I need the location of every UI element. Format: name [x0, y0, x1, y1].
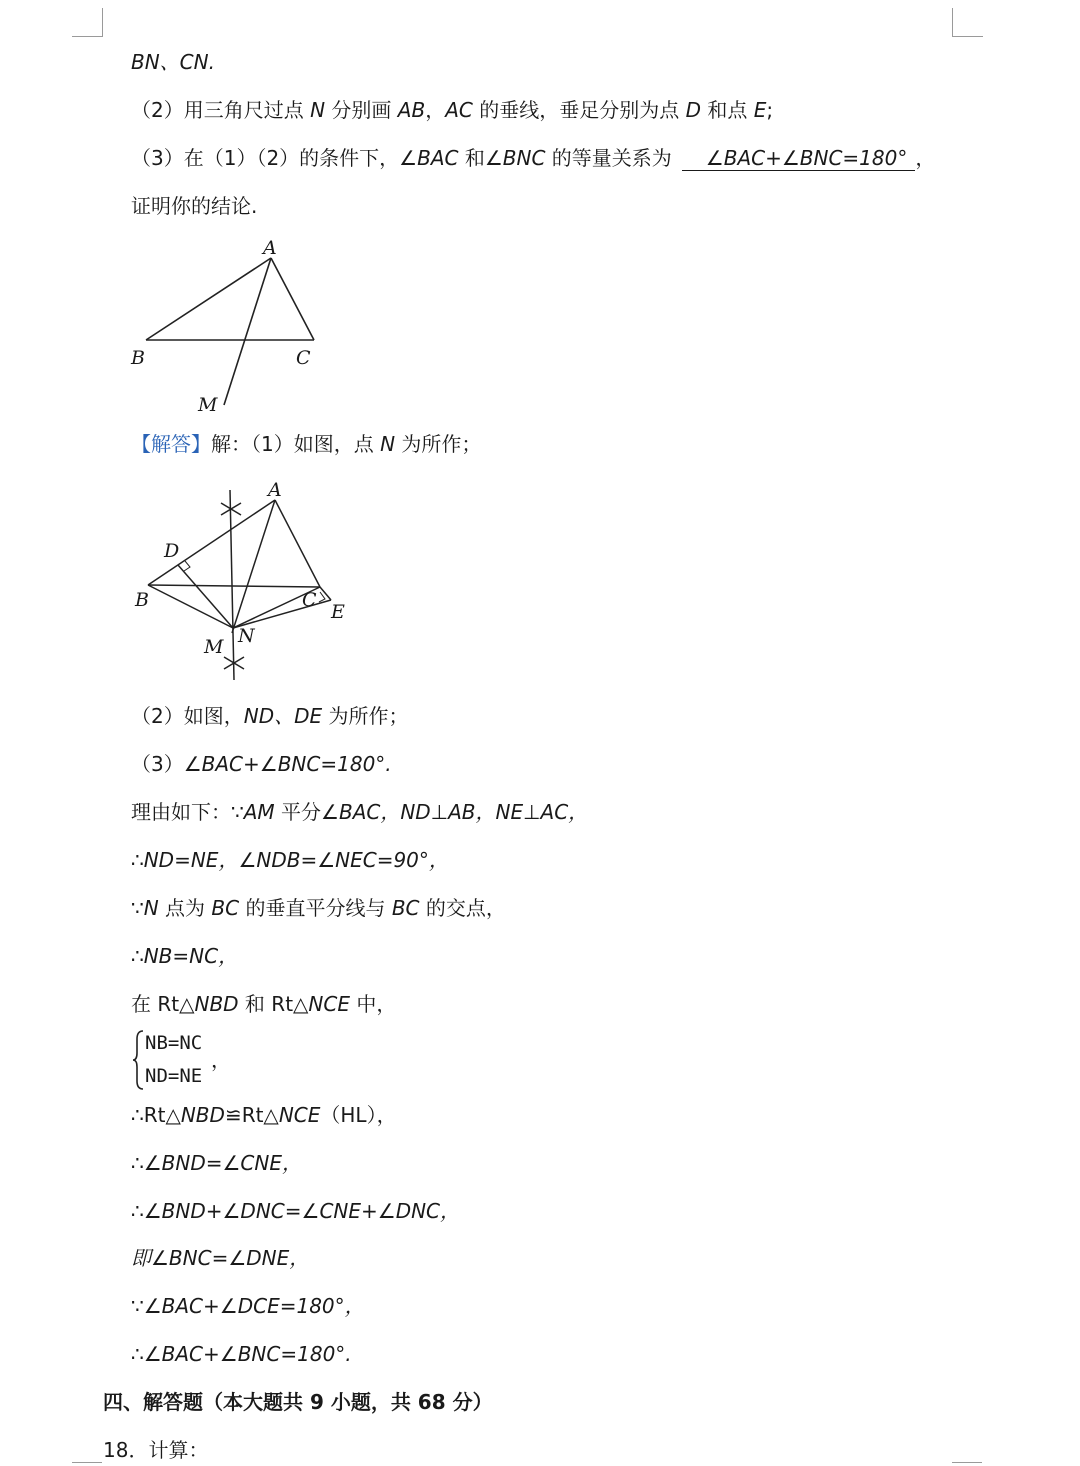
text: NCE	[308, 992, 350, 1016]
equation-2: ND=NE	[145, 1065, 203, 1087]
text: BC	[211, 896, 240, 920]
text: 中，	[349, 992, 397, 1016]
segment-nb	[148, 585, 233, 628]
proof-line-2	[131, 702, 409, 730]
segment-ab	[146, 258, 271, 340]
text: AC	[445, 98, 473, 122]
text: 为所作；	[322, 704, 409, 728]
segment-nd	[178, 565, 233, 628]
proof-line-reason	[131, 798, 588, 826]
text: 点为	[158, 896, 212, 920]
proof-line-3	[131, 750, 392, 778]
label-b: B	[135, 589, 149, 611]
corner-mark-top-left	[72, 8, 103, 37]
text: NBD	[194, 992, 239, 1016]
text: NCE	[278, 1103, 321, 1127]
proof-line-10: ∴∠BND=∠CNE，	[131, 1151, 302, 1175]
label-b: B	[131, 347, 145, 369]
text: 解：（1）如图，点	[211, 432, 381, 456]
question-line-4: 证明你的结论.	[131, 194, 258, 218]
text: NBD	[180, 1103, 225, 1127]
proof-line-6	[131, 894, 506, 922]
corner-mark-top-right	[952, 8, 983, 37]
text: ，	[425, 98, 446, 122]
segment-bc	[148, 585, 320, 587]
text: N	[310, 98, 326, 122]
text: 理由如下：∵	[131, 800, 244, 824]
text: ∴Rt△	[131, 1103, 181, 1127]
section-heading: 四、解答题（本大题共 9 小题，共 68 分）	[103, 1390, 493, 1414]
question-line-1: BN、CN.	[131, 50, 215, 74]
answer-intro	[131, 430, 481, 458]
equation-comma: ，	[211, 1048, 231, 1072]
proof-line-5: ∴ND=NE，∠NDB=∠NEC=90°，	[131, 848, 449, 872]
proof-line-12: 即∠BNC=∠DNE，	[131, 1246, 310, 1270]
figure-construction	[120, 475, 380, 685]
text: 为所作；	[395, 432, 482, 456]
text: 和点	[700, 98, 754, 122]
text: 的交点，	[419, 896, 506, 920]
proof-line-14: ∴∠BAC+∠BNC=180°.	[131, 1342, 352, 1366]
segment-ac	[275, 500, 320, 587]
label-n: N	[238, 625, 255, 647]
label-c: C	[302, 589, 317, 611]
text: N	[143, 896, 159, 920]
text: 分别画	[325, 98, 398, 122]
answer-tag: 【解答】	[131, 432, 211, 456]
text: 在 Rt△	[131, 992, 195, 1016]
text: 和∠	[458, 146, 503, 170]
ray-am	[224, 258, 271, 405]
text: ND、DE	[243, 704, 323, 728]
text: 平分∠	[274, 800, 339, 824]
proof-line-9	[131, 1101, 397, 1129]
text: （3）∠	[131, 752, 202, 776]
text: （HL），	[320, 1103, 397, 1127]
text: BAC+∠BNC=180°.	[201, 752, 392, 776]
figure-triangle-abc	[120, 230, 350, 420]
text: N	[380, 432, 396, 456]
right-angle-d	[184, 561, 190, 571]
proof-line-13: ∵∠BAC+∠DCE=180°，	[131, 1294, 365, 1318]
text: E	[753, 98, 767, 122]
text: BNC	[502, 146, 546, 170]
label-m: M	[198, 394, 218, 416]
text: ≌Rt△	[224, 1103, 279, 1127]
question-line-2	[131, 96, 773, 124]
text: （3）在（1）（2）的条件下，∠	[131, 146, 418, 170]
label-e: E	[331, 601, 345, 623]
right-angle-e	[319, 592, 325, 602]
corner-mark-bottom-left	[72, 1462, 102, 1466]
proof-line-7: ∴NB=NC，	[131, 944, 239, 968]
label-c: C	[296, 347, 311, 369]
text: AB	[397, 98, 426, 122]
text: 和 Rt△	[238, 992, 309, 1016]
text: ∵	[131, 896, 144, 920]
text: D	[685, 98, 701, 122]
text: BAC，ND⊥AB，NE⊥AC，	[338, 800, 589, 824]
text: AM	[243, 800, 275, 824]
label-m: M	[204, 636, 224, 658]
text: BAC	[417, 146, 459, 170]
text: BC	[391, 896, 420, 920]
perpendicular-bisector	[230, 490, 234, 680]
text: （2）如图，	[131, 704, 244, 728]
text: ，	[915, 146, 936, 170]
label-a: A	[263, 237, 277, 259]
answer-blank: ∠BAC+∠BNC=180°	[682, 146, 916, 171]
equation-system	[131, 1027, 231, 1091]
corner-mark-bottom-right	[952, 1462, 982, 1466]
text: ;	[766, 98, 774, 122]
text: 的垂线，垂足分别为点	[472, 98, 686, 122]
proof-line-8	[131, 990, 396, 1018]
label-a: A	[268, 479, 282, 501]
text: （2）用三角尺过点	[131, 98, 311, 122]
equation-1: NB=NC	[145, 1032, 203, 1054]
text: 的垂直平分线与	[239, 896, 392, 920]
question-18: 18．计算：	[103, 1438, 209, 1462]
text: 的等量关系为	[545, 146, 672, 170]
left-brace-icon	[131, 1029, 145, 1091]
question-line-3	[131, 144, 935, 172]
ray-am	[232, 500, 275, 633]
label-d: D	[164, 540, 180, 562]
segment-ac	[271, 258, 314, 340]
proof-line-11: ∴∠BND+∠DNC=∠CNE+∠DNC，	[131, 1199, 461, 1223]
